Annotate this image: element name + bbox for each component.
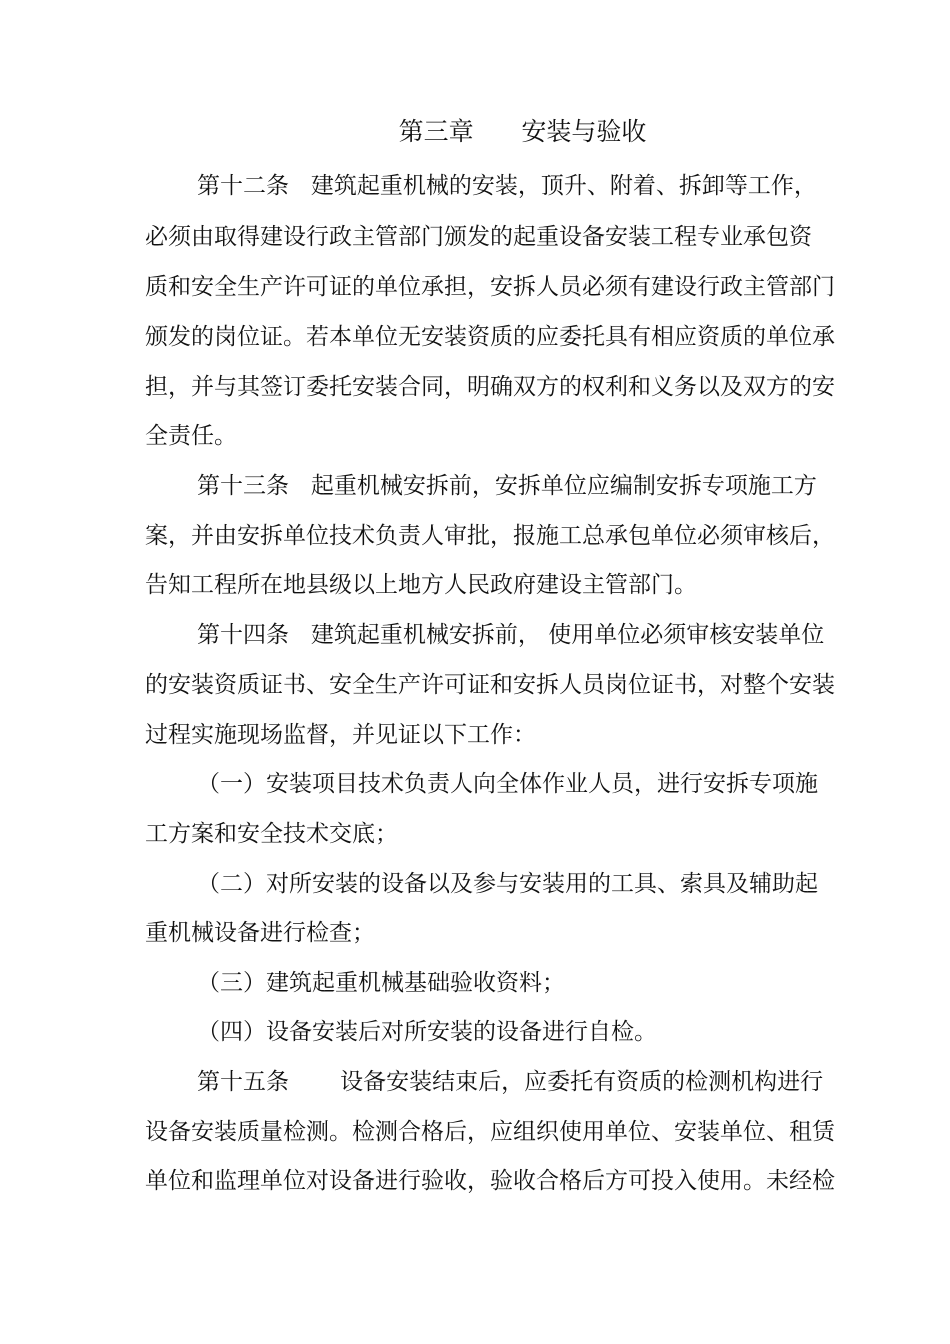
article-12-line-2: 必须由取得建设行政主管部门颁发的起重设备安装工程专业承包资 — [145, 224, 812, 250]
article-15-line-3: 单位和监理单位对设备进行验收，验收合格后方可投入使用。未经检 — [145, 1168, 835, 1194]
article-12-line-5: 担，并与其签订委托安装合同，明确双方的权利和义务以及双方的安 — [145, 374, 835, 400]
article-13-line-2: 案，并由安拆单位技术负责人审批，报施工总承包单位必须审核后， — [145, 523, 835, 549]
article-14-item-1-line-1: （一）安装项目技术负责人向全体作业人员，进行安拆专项施 — [197, 771, 818, 797]
article-13-line-1: 第十三条 起重机械安拆前，安拆单位应编制安拆专项施工方 — [197, 473, 817, 499]
article-14-line-3: 过程实施现场监督，并见证以下工作： — [145, 722, 536, 748]
article-12-line-1: 第十二条 建筑起重机械的安装，顶升、附着、拆卸等工作， — [197, 173, 817, 199]
article-14-item-1-line-2: 工方案和安全技术交底； — [145, 821, 398, 847]
article-14-item-4-line-1: （四）设备安装后对所安装的设备进行自检。 — [197, 1019, 657, 1045]
article-12-line-6: 全责任。 — [145, 423, 237, 449]
article-12-line-3: 质和安全生产许可证的单位承担，安拆人员必须有建设行政主管部门 — [145, 274, 835, 300]
article-14-item-2-line-2: 重机械设备进行检查； — [145, 920, 375, 946]
article-13-line-3: 告知工程所在地县级以上地方人民政府建设主管部门。 — [145, 572, 697, 598]
article-14-item-2-line-1: （二）对所安装的设备以及参与安装用的工具、索具及辅助起 — [197, 871, 818, 897]
chapter-title: 第三章 安装与验收 — [398, 117, 647, 146]
article-14-item-3-line-1: （三）建筑起重机械基础验收资料； — [197, 970, 565, 996]
article-15-line-1: 第十五条 设备安装结束后，应委托有资质的检测机构进行 — [197, 1069, 824, 1095]
article-12-line-4: 颁发的岗位证。若本单位无安装资质的应委托具有相应资质的单位承 — [145, 324, 835, 350]
article-14-line-2: 的安装资质证书、安全生产许可证和安拆人员岗位证书，对整个安装 — [145, 672, 835, 698]
article-14-line-1: 第十四条 建筑起重机械安拆前， 使用单位必须审核安装单位 — [197, 622, 825, 648]
article-15-line-2: 设备安装质量检测。检测合格后，应组织使用单位、安装单位、租赁 — [145, 1119, 835, 1145]
